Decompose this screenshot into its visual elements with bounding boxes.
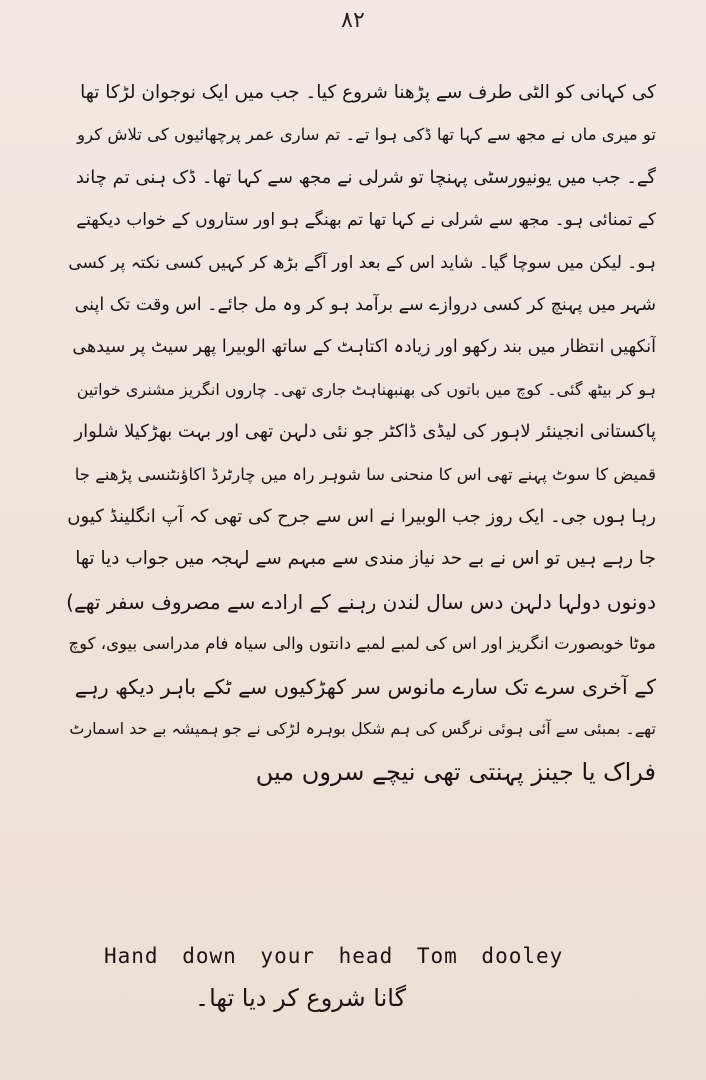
text-line: موٹا خوبصورت انگریز اور اس کی لمبے لمبے دانتوں والی سیاہ فام مدراسی بیوی، کوچ [68, 634, 656, 654]
closing-line: گانا شروع کر دیا تھا۔ [195, 984, 406, 1012]
text-line: کے آخری سرے تک سارے مانوس سر کھڑکیوں سے ٹکے باہر دیکھ رہے [74, 674, 656, 699]
text-line: فراک یا جینز پہنتی تھی نیچے سروں میں [255, 757, 656, 786]
text-line: کے تمنائی ہو۔ مجھ سے شرلی نے کہا تھا تم بھنگے ہو اور ستاروں کے خواب دیکھتے [76, 210, 656, 231]
text-line: کی کہانی کو الٹی طرف سے پڑھنا شروع کیا۔ جب میں ایک نوجوان لڑکا تھا [80, 82, 656, 103]
song-lyric: Hand down your head Tom dooley [104, 944, 564, 968]
text-line: ہو کر بیٹھ گئی۔ کوچ میں باتوں کی بھنبھناہٹ جاری تھی۔ چاروں انگریز مشنری خواتین [76, 379, 656, 399]
text-line: ہو۔ لیکن میں سوچا گیا۔ شاید اس کے بعد اور آگے بڑھ کر کہیں کسی نکتہ پر کسی [68, 252, 656, 273]
text-line: دونوں دولہا دلہن دس سال لندن رہنے کے ارادے سے مصروف سفر تھے) [66, 589, 656, 614]
text-line: آنکھیں انتظار میں بند رکھو اور زیادہ اکتاہٹ کے ساتھ الوبیرا پھر سیٹ پر سیدھی [72, 337, 656, 358]
text-line: گے۔ جب میں یونیورسٹی پہنچا تو شرلی نے مجھ سے کہا تھا۔ ڈک ہنی تم چاند [75, 166, 656, 188]
text-line: تھے۔ بمبئی سے آئی ہوئی نرگس کی ہم شکل بوہرہ لڑکی نے جو ہمیشہ بے حد اسمارٹ [69, 719, 656, 739]
text-line: رہا ہوں جی۔ ایک روز جب الوبیرا نے اس سے جرح کی تھی کہ آپ انگلینڈ کیوں [67, 506, 656, 528]
text-line: پاکستانی انجینئر لاہور کی لیڈی ڈاکٹر جو نئی دلہن تھی اور بہت بھڑکیلا شلوار [74, 421, 656, 443]
text-line: تو میری ماں نے مجھ سے کہا تھا ڈکی ہوا تے۔ تم ساری عمر پرچھائیوں کی تلاش کرو [77, 125, 656, 145]
page-number: ۸۲ [341, 8, 365, 33]
text-line: شہر میں پہنچ کر کسی دروازے سے برآمد ہو کر وہ مل جائے۔ اس وقت تک اپنی [74, 295, 656, 316]
text-line: قمیض کا سوٹ پہنے تھی اس کا منحنی سا شوہر راہ میں چارٹرڈ اکاؤنٹنسی پڑھنے جا [74, 464, 656, 484]
text-line: جا رہے ہیں تو اس نے بے حد نیاز مندی سے مبہم سے لہجہ میں جواب دیا تھا [75, 548, 656, 570]
body-text [66, 72, 656, 793]
